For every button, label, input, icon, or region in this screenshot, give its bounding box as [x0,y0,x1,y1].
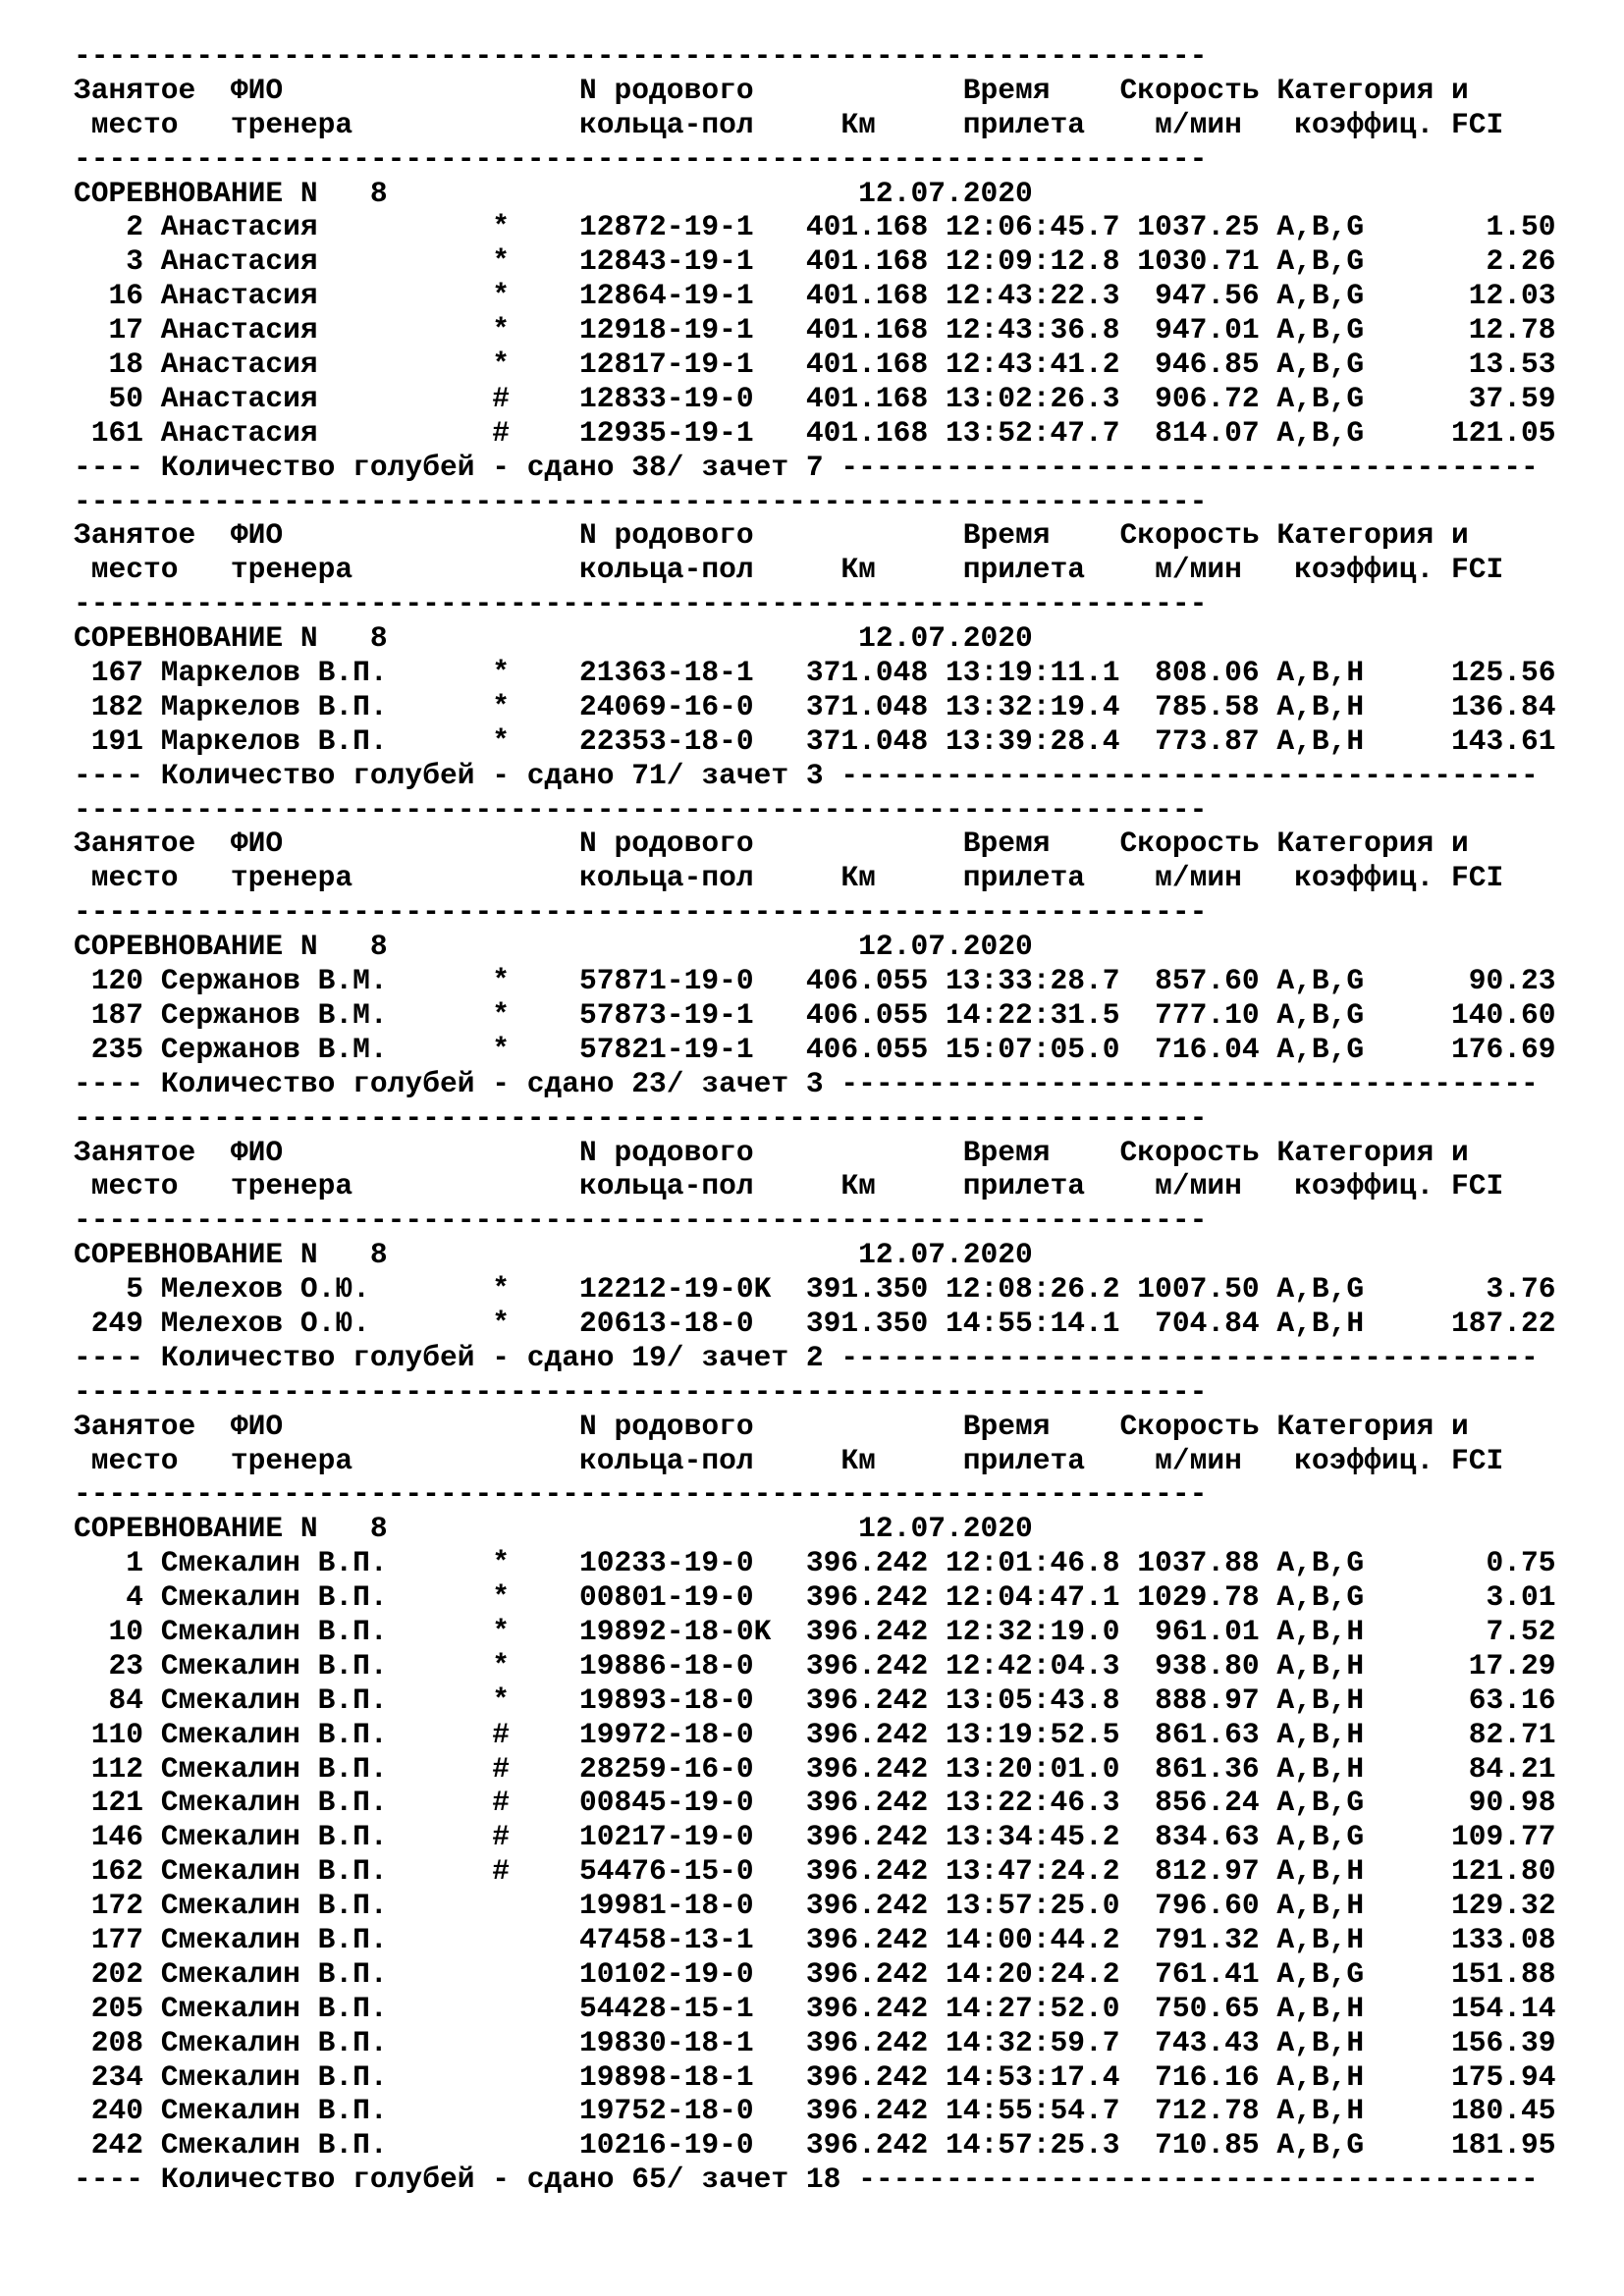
result-row: 240 Смекалин В.П. 19752-18-0 396.242 14:55:54.7 712.78 A,B,H 180.45 [74,2094,1556,2128]
result-row: 110 Смекалин В.П. # 19972-18-0 396.242 13:19:52.5 861.63 A,B,H 82.71 [74,1717,1556,1751]
result-row: 2 Анастасия * 12872-19-1 401.168 12:06:45.7 1037.25 A,B,G 1.50 [74,210,1556,244]
result-row: 23 Смекалин В.П. * 19886-18-0 396.242 12:42:04.3 938.80 A,B,H 17.29 [74,1648,1556,1682]
result-row: 208 Смекалин В.П. 19830-18-1 396.242 14:32:59.7 743.43 A,B,H 156.39 [74,2025,1556,2059]
result-row: 121 Смекалин В.П. # 00845-19-0 396.242 13:22:46.3 856.24 A,B,G 90.98 [74,1786,1556,1820]
summary-line: ---- Количество голубей - сдано 65/ зачет 18 --------------------------------------- [74,2163,1539,2197]
column-header-line: Занятое ФИО N родового Время Скорость Категория и [74,827,1469,861]
result-row: 234 Смекалин В.П. 19898-18-1 396.242 14:53:17.4 716.16 A,B,H 175.94 [74,2059,1556,2094]
result-row: 162 Смекалин В.П. # 54476-15-0 396.242 13:47:24.2 812.97 A,B,H 121.80 [74,1854,1556,1889]
summary-line: ---- Количество голубей - сдано 71/ зачет 3 ---------------------------------------- [74,758,1539,792]
results-block [74,485,1556,793]
column-header-line: место тренера кольца-пол Км прилета м/мин коэффиц. FCI [74,1443,1504,1477]
competition-line: СОРЕВНОВАНИЕ N 8 12.07.2020 [74,930,1033,964]
competition-line: СОРЕВНОВАНИЕ N 8 12.07.2020 [74,1238,1033,1272]
separator-line: ----------------------------------------------------------------- [74,1203,1208,1238]
column-header-line: Занятое ФИО N родового Время Скорость Категория и [74,1409,1469,1443]
result-row: 249 Мелехов О.Ю. * 20613-18-0 391.350 14:55:14.1 704.84 A,B,H 187.22 [74,1306,1556,1340]
results-block [74,1375,1556,2197]
summary-line: ---- Количество голубей - сдано 23/ зачет 3 ---------------------------------------- [74,1066,1539,1100]
result-row: 1 Смекалин В.П. * 10233-19-0 396.242 12:01:46.8 1037.88 A,B,G 0.75 [74,1546,1556,1580]
results-block [74,1101,1556,1375]
separator-line: ----------------------------------------------------------------- [74,587,1208,621]
result-row: 177 Смекалин В.П. 47458-13-1 396.242 14:00:44.2 791.32 A,B,H 133.08 [74,1922,1556,1956]
result-row: 50 Анастасия # 12833-19-0 401.168 13:02:26.3 906.72 A,B,G 37.59 [74,381,1556,415]
result-row: 3 Анастасия * 12843-19-1 401.168 12:09:12.8 1030.71 A,B,G 2.26 [74,244,1556,279]
separator-line: ----------------------------------------------------------------- [74,141,1208,176]
result-row: 187 Сержанов В.М. * 57873-19-1 406.055 14:22:31.5 777.10 A,B,G 140.60 [74,997,1556,1032]
result-row: 10 Смекалин В.П. * 19892-18-0K 396.242 12:32:19.0 961.01 A,B,H 7.52 [74,1614,1556,1648]
separator-line: ----------------------------------------------------------------- [74,895,1208,930]
column-header-line: Занятое ФИО N родового Время Скорость Категория и [74,1135,1469,1169]
result-row: 18 Анастасия * 12817-19-1 401.168 12:43:41.2 946.85 A,B,G 13.53 [74,347,1556,382]
result-row: 202 Смекалин В.П. 10102-19-0 396.242 14:20:24.2 761.41 A,B,G 151.88 [74,1956,1556,1991]
summary-line: ---- Количество голубей - сдано 19/ зачет 2 ---------------------------------------- [74,1340,1539,1374]
column-header-line: место тренера кольца-пол Км прилета м/мин коэффиц. FCI [74,1169,1504,1203]
separator-line: ----------------------------------------------------------------- [74,484,1208,518]
result-row: 167 Маркелов В.П. * 21363-18-1 371.048 13:19:11.1 808.06 A,B,H 125.56 [74,656,1556,690]
separator-line: ----------------------------------------------------------------- [74,1477,1208,1512]
column-header-line: Занятое ФИО N родового Время Скорость Категория и [74,518,1469,553]
results-block [74,793,1556,1101]
result-row: 120 Сержанов В.М. * 57871-19-0 406.055 13:33:28.7 857.60 A,B,G 90.23 [74,964,1556,998]
column-header-line: место тренера кольца-пол Км прилета м/мин коэффиц. FCI [74,553,1504,587]
separator-line: ----------------------------------------------------------------- [74,792,1208,827]
result-row: 17 Анастасия * 12918-19-1 401.168 12:43:36.8 947.01 A,B,G 12.78 [74,313,1556,347]
result-row: 172 Смекалин В.П. 19981-18-0 396.242 13:57:25.0 796.60 A,B,H 129.32 [74,1889,1556,1923]
result-row: 235 Сержанов В.М. * 57821-19-1 406.055 15:07:05.0 716.04 A,B,G 176.69 [74,1032,1556,1066]
column-header-line: Занятое ФИО N родового Время Скорость Категория и [74,73,1469,107]
summary-line: ---- Количество голубей - сдано 38/ зачет 7 ---------------------------------------- [74,450,1539,484]
result-row: 161 Анастасия # 12935-19-1 401.168 13:52:47.7 814.07 A,B,G 121.05 [74,415,1556,450]
separator-line: ----------------------------------------------------------------- [74,1100,1208,1135]
column-header-line: место тренера кольца-пол Км прилета м/мин коэффиц. FCI [74,107,1504,141]
result-row: 182 Маркелов В.П. * 24069-16-0 371.048 13:32:19.4 785.58 A,B,H 136.84 [74,689,1556,723]
results-block [74,39,1556,485]
results-report [74,39,1556,2197]
result-row: 242 Смекалин В.П. 10216-19-0 396.242 14:57:25.3 710.85 A,B,G 181.95 [74,2128,1556,2163]
competition-line: СОРЕВНОВАНИЕ N 8 12.07.2020 [74,1512,1033,1546]
result-row: 4 Смекалин В.П. * 00801-19-0 396.242 12:04:47.1 1029.78 A,B,G 3.01 [74,1580,1556,1615]
separator-line: ----------------------------------------------------------------- [74,1374,1208,1409]
result-row: 205 Смекалин В.П. 54428-15-1 396.242 14:27:52.0 750.65 A,B,H 154.14 [74,1991,1556,2025]
result-row: 5 Мелехов О.Ю. * 12212-19-0K 391.350 12:08:26.2 1007.50 A,B,G 3.76 [74,1272,1556,1307]
result-row: 146 Смекалин В.П. # 10217-19-0 396.242 13:34:45.2 834.63 A,B,G 109.77 [74,1820,1556,1854]
result-row: 191 Маркелов В.П. * 22353-18-0 371.048 13:39:28.4 773.87 A,B,H 143.61 [74,723,1556,758]
separator-line: ----------------------------------------------------------------- [74,39,1208,73]
column-header-line: место тренера кольца-пол Км прилета м/мин коэффиц. FCI [74,861,1504,895]
result-row: 16 Анастасия * 12864-19-1 401.168 12:43:22.3 947.56 A,B,G 12.03 [74,279,1556,313]
result-row: 112 Смекалин В.П. # 28259-16-0 396.242 13:20:01.0 861.36 A,B,H 84.21 [74,1751,1556,1786]
competition-line: СОРЕВНОВАНИЕ N 8 12.07.2020 [74,176,1033,210]
result-row: 84 Смекалин В.П. * 19893-18-0 396.242 13:05:43.8 888.97 A,B,H 63.16 [74,1682,1556,1717]
competition-line: СОРЕВНОВАНИЕ N 8 12.07.2020 [74,621,1033,656]
